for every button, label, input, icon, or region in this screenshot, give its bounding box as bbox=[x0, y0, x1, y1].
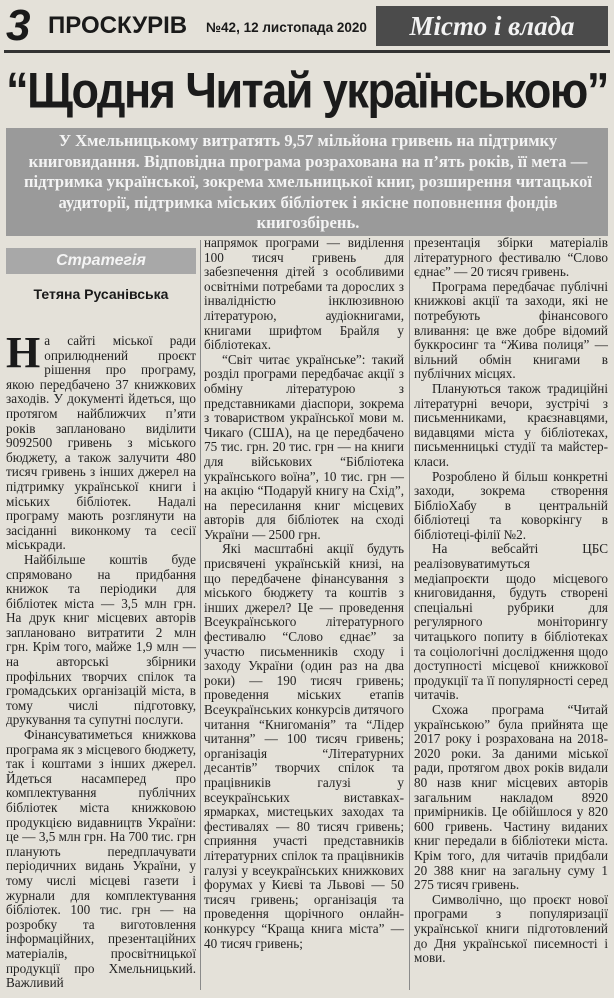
paragraph: Плануються також традиційні літературні вечори, зустрічі з письменниками, краєзнавцями, видавцями міста у бібліотеках, письменницькі студії та майстер-класи. bbox=[414, 380, 608, 469]
masthead-number: 3 bbox=[6, 1, 31, 50]
article-column-3 bbox=[414, 236, 608, 966]
paragraph: Фінансуватиметься книжкова програма як з місцевого бюджету, так і коштами з інших джерел. Йдеться насамперед про комплектування публічних бібліотек міста книжковою продукцією видавництв України: це — 3,5 млн грн. На 700 тис. грн планують передплачувати періодичних видань України, у тому числі місцеві газети і журнали для комплектування бібліотек. 100 тис. грн — на розробку та виготовлення інформаційних, презентаційних матеріалів, просвітницької продукції про Хмельницький. Важливий bbox=[6, 727, 196, 991]
masthead-name: ПРОСКУРІВ bbox=[48, 12, 188, 39]
paragraph: Розроблено й більш конкретні заходи, зокрема створення БібліоХабу в центральній бібліотеці та коворкінгу в бібліотеці-філії №2. bbox=[414, 468, 608, 542]
column-divider bbox=[409, 240, 410, 990]
lead-text: У Хмельницькому витратять 9,57 мільйона гривень на підтримку книговидання. Відповідна програма розрахована на п’ять років, її мета — підтримка української, зокрема хмельницької книг, розширення читацької аудиторії, підтримка міських бібліотек і якісне поповнення фондів книгозбірень. bbox=[24, 131, 592, 232]
paragraph: На вебсайті ЦБС реалізовуватимуться медіапроєкти щодо місцевого книговидання, будуть створені спеціальні рубрики для регулярного моніторингу читацького попиту в бібліотеках та соціологічні дослідження щодо доступності місцевої книжкової продукції та її популярності серед читачів. bbox=[414, 541, 608, 703]
paragraph: Які масштабні акції будуть присвячені українській книзі, на що передбачене фінансування з міського бюджету та коштів з інших джерел? Це — проведення Всеукраїнського літературного фестивалю “Слово єднає” за участю письменників сходу і заходу України (один раз на два роки) — 190 тисяч гривень; проведення міських етапів Всеукраїнських конкурсів дитячого читання “Книгоманія” та “Лідер читання” — 100 тисяч гривень; організація “Літературних десантів” творчих спілок та працівників галузі у всеукраїнських виставках-ярмарках, мистецьких заходах та фестивалях — 80 тисяч гривень; сприяння участі представників літературних спілок та працівників галузі у всеукраїнських книжкових форумах у Києві та Львові — 50 тисяч гривень; організація та проведення щорічного онлайн-конкурсу “Краща книга міста” — 40 тисяч гривень; bbox=[204, 541, 404, 951]
article-column-2 bbox=[204, 236, 404, 951]
rubric-label: Стратегія bbox=[6, 248, 196, 274]
issue-info: №42, 12 листопада 2020 bbox=[206, 20, 367, 35]
masthead bbox=[0, 0, 614, 56]
author-name: Тетяна Русанівська bbox=[33, 286, 169, 302]
paragraph: Найбільше коштів буде спрямовано на придбання книжок та періодики для бібліотек міста — 3,5 млн грн. На друк книг місцевих авторів заплановано витратити 2 млн грн. Крім того, майже 1,9 млн — на авторські збірники профільних творчих спілок та громадських організацій міста, в тому числі підготовку, друкування та супутні послуги. bbox=[6, 551, 196, 728]
section-label: Місто і влада bbox=[376, 6, 608, 46]
masthead-rule bbox=[4, 50, 610, 53]
paragraph bbox=[6, 328, 196, 553]
paragraph: Програма передбачає публічні книжкові акції та заходи, які не потребують фінансового вливання: це вже добре відомий буккросинг та “Жива полиця” — вільний обмін книгами в публічних місцях. bbox=[414, 278, 608, 382]
drop-cap: Н bbox=[6, 328, 41, 377]
article-column-1 bbox=[6, 328, 196, 991]
column-divider bbox=[200, 240, 201, 990]
paragraph-text: а сайті міської ради оприлюднений проєкт рішення про програму, якою передбачено 37 книжкових заходів. У документі йдеться, що протягом найближчих п’яти років заплановано виділити 9092500 гривень з міського бюджету, а також залучити 480 тисяч гривень з інших джерел на підтримку української книги і міських бібліотек. Надалі програму мають розглянути на засіданні виконкому та сесії міськради. bbox=[6, 333, 196, 553]
paragraph: Схожа програма “Читай українською” була прийнята ще 2017 року і розрахована на 2018-2020 роки. За даними міської ради, протягом двох років видали 80 назв книг місцевих авторів загальним накладом 8920 примірників. Це обійшлося у 820 600 гривень. Частину виданих книг передали в бібліотеки міста. Крім того, для читачів придбали 20 388 книг на загальну суму 1 275 тисяч гривень. bbox=[414, 702, 608, 893]
paragraph: Символічно, що проєкт нової програми з популяризації української книги підготовлений до Дня української писемності і мови. bbox=[414, 891, 608, 966]
paragraph: презентація збірки матеріалів літературного фестивалю “Слово єднає” — 20 тисяч гривень. bbox=[414, 235, 608, 280]
paragraph: “Світ читає українське”: такий розділ програми передбачає акції з обміну літературою з представниками діаспори, зокрема з товариством української мови м. Чикаго (США), на це передбачено 75 тис. грн. 20 тис. грн — на книги для військових “Бібліотека українського воїна”, 10 тис. грн — на акцію “Подаруй книгу на Схід”, на пересилання книг місцевих авторів для бібліотек на сході України — 2500 грн. bbox=[204, 351, 404, 542]
headline: “Щодня Читай українською” bbox=[6, 61, 608, 119]
paragraph: напрямок програми — виділення 100 тисяч гривень для забезпечення дітей з особливими освітніми потребами та дорослих з інвалідністю інклюзивною літературою, аудіокнигами, книгами шрифтом Брайля у бібліотеках. bbox=[204, 235, 404, 353]
